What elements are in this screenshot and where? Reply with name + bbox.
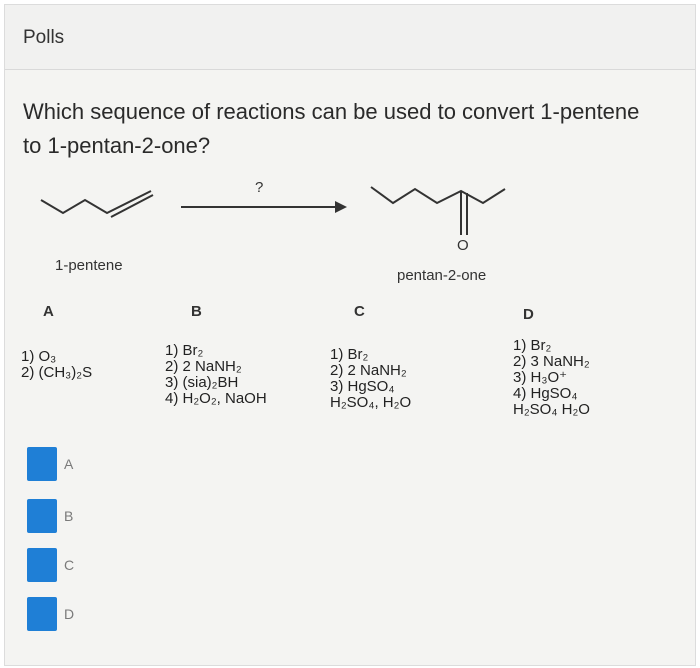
option-c-step: 1) Br₂ bbox=[330, 346, 369, 363]
option-c-steps bbox=[330, 347, 411, 411]
answer-d-button[interactable] bbox=[27, 597, 127, 631]
option-d-letter: D bbox=[523, 306, 534, 323]
poll-panel bbox=[4, 4, 696, 666]
header-title: Polls bbox=[23, 27, 65, 48]
option-d-step: 4) HgSO₄ bbox=[513, 385, 578, 402]
option-b-steps bbox=[165, 343, 267, 407]
option-a-letter: A bbox=[43, 303, 54, 320]
answer-d-label: D bbox=[64, 606, 75, 622]
option-a-step: 2) (CH₃)₂S bbox=[21, 364, 93, 381]
option-c-step: 2) 2 NaNH₂ bbox=[330, 362, 407, 379]
option-d-step: H₂SO₄ H₂O bbox=[513, 401, 590, 418]
answer-a-label: A bbox=[64, 456, 74, 472]
option-a-step: 1) O₃ bbox=[21, 348, 57, 365]
option-d-step: 2) 3 NaNH₂ bbox=[513, 353, 590, 370]
answer-b-button[interactable] bbox=[27, 499, 127, 533]
answer-c-box[interactable] bbox=[27, 548, 57, 582]
answer-a-button[interactable] bbox=[27, 447, 127, 481]
answer-b-box[interactable] bbox=[27, 499, 57, 533]
option-b-step: 2) 2 NaNH₂ bbox=[165, 358, 242, 375]
option-d-steps bbox=[513, 338, 590, 418]
product-label: pentan-2-one bbox=[397, 267, 487, 284]
answer-c-button[interactable] bbox=[27, 548, 127, 582]
option-b-step: 1) Br₂ bbox=[165, 342, 204, 359]
option-a-steps bbox=[21, 349, 92, 381]
question-text: Which sequence of reactions can be used to convert 1-pentene to 1-pentan-2-one? bbox=[23, 99, 640, 158]
option-c-step: H₂SO₄, H₂O bbox=[330, 394, 412, 411]
answer-c-label: C bbox=[64, 557, 75, 573]
reaction-scheme bbox=[5, 165, 695, 295]
poll-header bbox=[5, 5, 695, 70]
option-c-step: 3) HgSO₄ bbox=[330, 378, 395, 395]
option-b-step: 3) (sia)₂BH bbox=[165, 374, 239, 391]
arrow-label: ? bbox=[255, 179, 264, 196]
option-b-letter: B bbox=[191, 303, 202, 320]
option-c-letter: C bbox=[354, 303, 365, 320]
oxygen-label: O bbox=[457, 237, 469, 254]
answer-a-box[interactable] bbox=[27, 447, 57, 481]
reaction-arrow bbox=[181, 201, 347, 213]
option-d-step: 1) Br₂ bbox=[513, 337, 552, 354]
option-d-step: 3) H₃O⁺ bbox=[513, 369, 568, 386]
reactant-label: 1-pentene bbox=[55, 257, 123, 274]
option-b-step: 4) H₂O₂, NaOH bbox=[165, 390, 267, 407]
answer-b-label: B bbox=[64, 508, 74, 524]
answer-d-box[interactable] bbox=[27, 597, 57, 631]
scheme-drawing bbox=[5, 165, 695, 295]
pentanone-structure bbox=[371, 187, 505, 235]
pentene-structure bbox=[41, 191, 153, 217]
